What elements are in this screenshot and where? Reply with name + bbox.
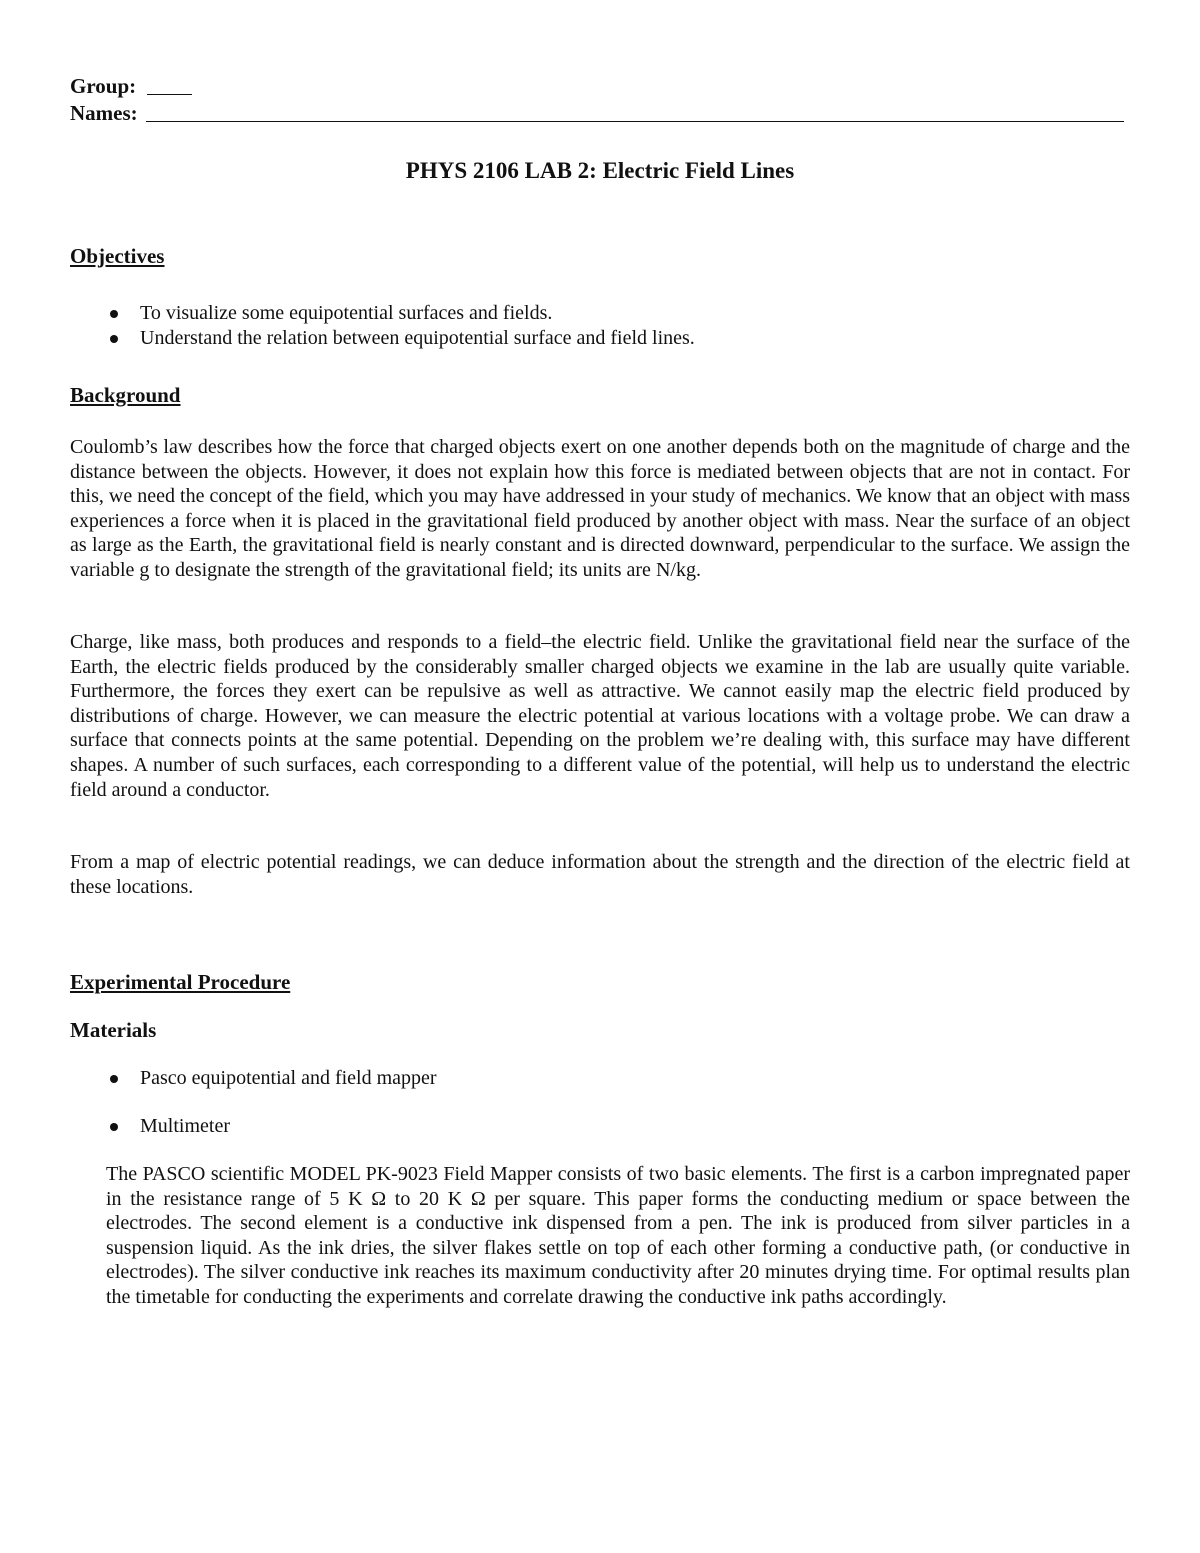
materials-list-2 <box>70 1114 1130 1139</box>
bullet-icon <box>110 335 118 343</box>
background-paragraph-2: Charge, like mass, both produces and responds to a field–the electric field. Unlike the gravitational field near the surface of the Earth, the electric fields produced by the considerably smaller charged objects we examine in the lab are usually quite variable. Furthermore, the forces they exert can be repulsive as well as attractive. We cannot easily map the electric field produced by distributions of charge. However, we can measure the electric potential at various locations with a voltage probe. We can draw a surface that connects points at the same potential. Depending on the problem we’re dealing with, this surface may have different shapes. A number of such surfaces, each corresponding to a different value of the potential, will help us to understand the electric field around a conductor. <box>70 631 1130 801</box>
background-paragraph-3: From a map of electric potential readings, we can deduce information about the strength and the direction of the electric field at these locations. <box>70 851 1130 898</box>
materials-list <box>70 1066 1130 1091</box>
field-mapper-description: The PASCO scientific MODEL PK-9023 Field Mapper consists of two basic elements. The first is a carbon impregnated paper in the resistance range of 5 K Ω to 20 K Ω per square. This paper forms the conducting medium or space between the electrodes. The second element is a conductive ink dispensed from a pen. The ink is produced from silver particles in a suspension liquid. As the ink dries, the silver flakes settle on top of each other forming a conductive path, (or conductive in electrodes). The silver conductive ink reaches its maximum conductivity after 20 minutes drying time. For optimal results plan the timetable for conducting the experiments and correlate drawing the conductive ink paths accordingly. <box>106 1163 1130 1308</box>
group-blank-line <box>147 94 192 95</box>
names-label: Names: <box>70 101 138 125</box>
bullet-icon <box>110 310 118 318</box>
background-paragraph-1: Coulomb’s law describes how the force that charged objects exert on one another depends both on the magnitude of charge and the distance between the objects. However, it does not explain how this force is mediated between objects that are not in contact. For this, we need the concept of the field, which you may have addressed in your study of mechanics. We know that an object with mass experiences a force when it is placed in the gravitational field produced by another object with mass. Near the surface of an object as large as the Earth, the gravitational field is nearly constant and is directed downward, perpendicular to the surface. We assign the variable g to designate the strength of the gravitational field; its units are N/kg. <box>70 436 1130 581</box>
background-heading: Background <box>70 383 181 407</box>
procedure-heading: Experimental Procedure <box>70 970 291 994</box>
list-item: Understand the relation between equipotential surface and field lines. <box>70 326 1130 351</box>
list-item: Pasco equipotential and field mapper <box>70 1066 1130 1091</box>
bullet-icon <box>110 1123 118 1131</box>
list-item: To visualize some equipotential surfaces and fields. <box>70 301 1130 326</box>
group-label: Group: <box>70 74 137 98</box>
materials-heading: Materials <box>70 1018 157 1042</box>
page-title: PHYS 2106 LAB 2: Electric Field Lines <box>405 158 795 183</box>
objectives-heading: Objectives <box>70 244 165 268</box>
objectives-list <box>70 301 1130 350</box>
list-item: Multimeter <box>70 1114 1130 1139</box>
names-blank-line <box>146 121 1124 122</box>
bullet-icon <box>110 1075 118 1083</box>
